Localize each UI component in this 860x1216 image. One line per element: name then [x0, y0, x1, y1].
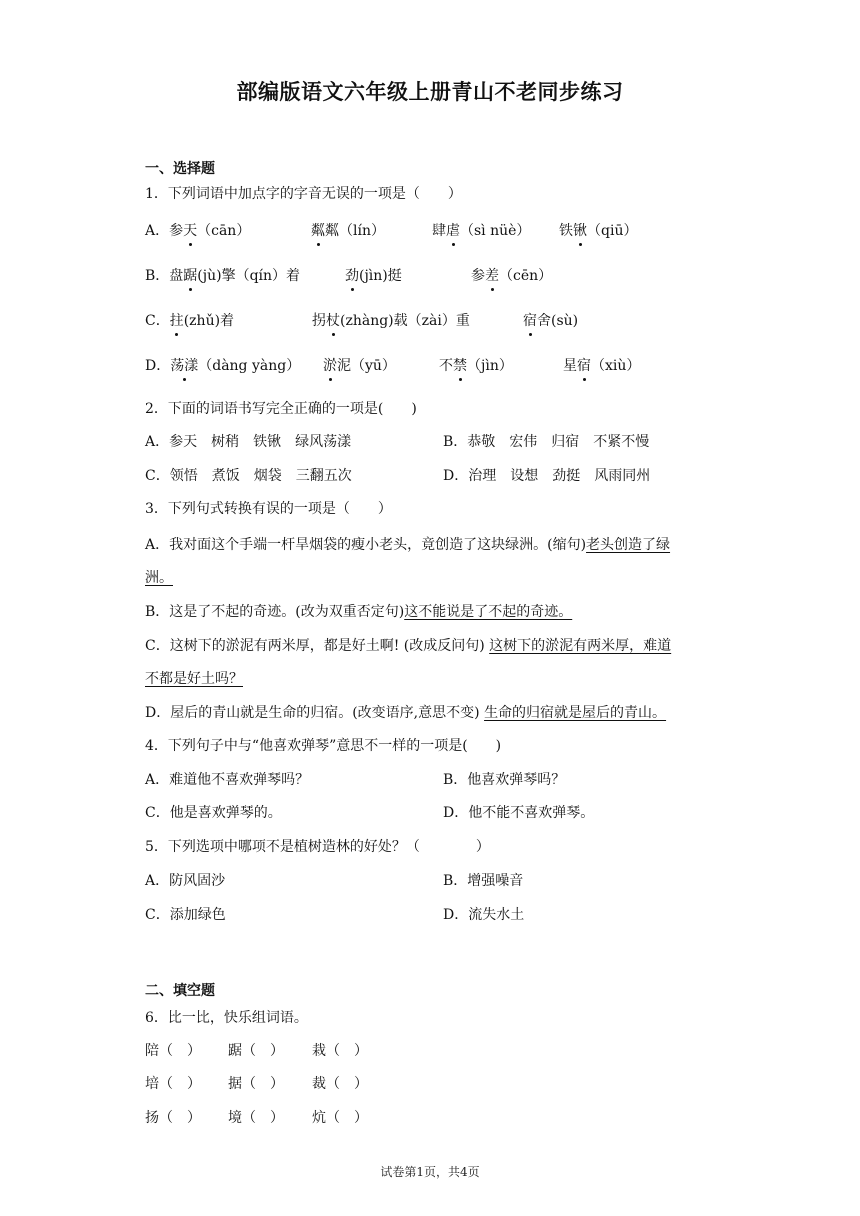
- question-5-option-d: D．流失水土: [443, 907, 525, 923]
- question-2-option-d: D．治理 设想 劲挺 风雨同州: [443, 468, 651, 484]
- question-3-stem: 3．下列句式转换有误的一项是（ ）: [145, 501, 392, 517]
- word-blank: 据（ ）: [228, 1076, 284, 1092]
- question-3-option-a: A．我对面这个手端一杆旱烟袋的瘦小老头，竟创造了这块绿洲。(缩句)老头创造了绿: [145, 537, 671, 553]
- question-5-stem: 5．下列选项中哪项不是植树造林的好处？（ ）: [145, 839, 490, 855]
- question-2-stem: 2．下面的词语书写完全正确的一项是( ): [145, 401, 417, 417]
- page-footer: 试卷第1页，共4页: [380, 1165, 480, 1179]
- answer-underline: 生命的归宿就是屋后的青山。: [484, 705, 667, 721]
- answer-underline: 不都是好土吗？: [145, 671, 243, 687]
- word-blank: 培（ ）: [145, 1076, 201, 1092]
- word-blank: 栽（ ）: [312, 1043, 368, 1059]
- question-2-option-b: B．恭敬 宏伟 归宿 不紧不慢: [443, 434, 650, 450]
- question-3-option-b: B．这是了不起的奇迹。(改为双重否定句)这不能说是了不起的奇迹。: [145, 604, 573, 620]
- question-4-option-d: D．他不能不喜欢弹琴。: [443, 805, 595, 821]
- word-blank: 扬（ ）: [145, 1110, 201, 1126]
- word-blank: 踞（ ）: [228, 1043, 284, 1059]
- question-2-option-c: C．领悟 煮饭 烟袋 三翻五次: [145, 468, 352, 484]
- question-4-option-b: B．他喜欢弹琴吗？: [443, 772, 566, 788]
- section-heading-choice: 一、选择题: [145, 161, 215, 177]
- question-5-option-b: B．增强噪音: [443, 873, 524, 889]
- word-blank: 裁（ ）: [312, 1076, 368, 1092]
- question-5-option-a: A．防风固沙: [145, 873, 226, 889]
- answer-underline: 这不能说是了不起的奇迹。: [404, 604, 573, 620]
- page-title: 部编版语文六年级上册青山不老同步练习: [236, 80, 624, 104]
- answer-underline: 这树下的淤泥有两米厚，难道: [489, 638, 672, 654]
- question-3-option-d: D．屋后的青山就是生命的归宿。(改变语序,意思不变) 生命的归宿就是屋后的青山。: [145, 705, 667, 721]
- question-3-option-a-cont: [145, 568, 173, 588]
- question-4-stem: 4．下列句子中与“他喜欢弹琴”意思不一样的一项是( ): [145, 738, 502, 754]
- word-blank: 陪（ ）: [145, 1043, 201, 1059]
- question-4-option-a: A．难道他不喜欢弹琴吗？: [145, 772, 310, 788]
- question-2-option-a: A．参天 树稍 铁锹 绿风荡漾: [145, 434, 352, 450]
- answer-underline: 洲。: [145, 570, 173, 586]
- section-heading-fill: 二、填空题: [145, 983, 215, 999]
- word-blank: 境（ ）: [228, 1110, 284, 1126]
- word-blank: 炕（ ）: [312, 1110, 368, 1126]
- answer-underline: 老头创造了绿: [586, 537, 671, 553]
- question-4-option-c: C．他是喜欢弹琴的。: [145, 805, 282, 821]
- question-3-option-c-cont: [145, 669, 243, 689]
- question-6-stem: 6．比一比，快乐组词语。: [145, 1010, 308, 1026]
- question-3-option-c: C．这树下的淤泥有两米厚，都是好土啊! (改成反问句) 这树下的淤泥有两米厚，难道: [145, 638, 672, 654]
- question-5-option-c: C．添加绿色: [145, 907, 226, 923]
- question-1-stem: 1．下列词语中加点字的字音无误的一项是（ ）: [145, 186, 462, 202]
